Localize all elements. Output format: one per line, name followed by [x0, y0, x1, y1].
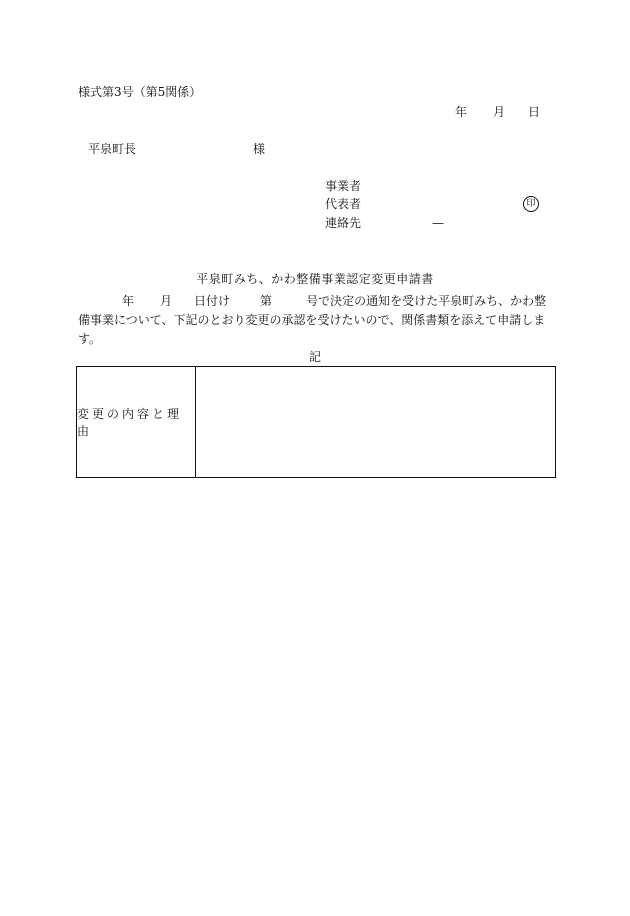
change-reason-content[interactable]: [196, 367, 555, 477]
document-title: 平泉町みち、かわ整備事業認定変更申請書: [196, 272, 434, 286]
addressee-name: 平泉町長: [88, 142, 137, 156]
body-month: 月: [160, 294, 173, 308]
date-day: 日: [528, 105, 541, 119]
body-paragraph: [78, 292, 554, 349]
change-table: [76, 366, 556, 478]
body-day: 日付け: [194, 294, 231, 308]
seal-mark: 印: [523, 196, 539, 212]
body-year: 年: [122, 294, 135, 308]
body-number-prefix: 第: [260, 294, 273, 308]
form-number: 様式第3号（第5関係）: [78, 85, 202, 99]
contact-separator: —: [432, 216, 444, 230]
date-year: 年: [455, 105, 468, 119]
body-text: 号で決定の通知を受けた平泉町みち、かわ整備事業について、下記のとおり変更の承認を受けたいので、関係書類を添えて申請します。: [78, 294, 547, 346]
representative-label: 代表者: [325, 197, 362, 211]
date-month: 月: [493, 105, 506, 119]
business-label: 事業者: [325, 179, 362, 193]
contact-label: 連絡先: [325, 216, 362, 230]
change-reason-label: 変更の内容と理由: [77, 367, 196, 477]
record-label: 記: [308, 350, 321, 364]
addressee-honorific: 様: [253, 142, 266, 156]
